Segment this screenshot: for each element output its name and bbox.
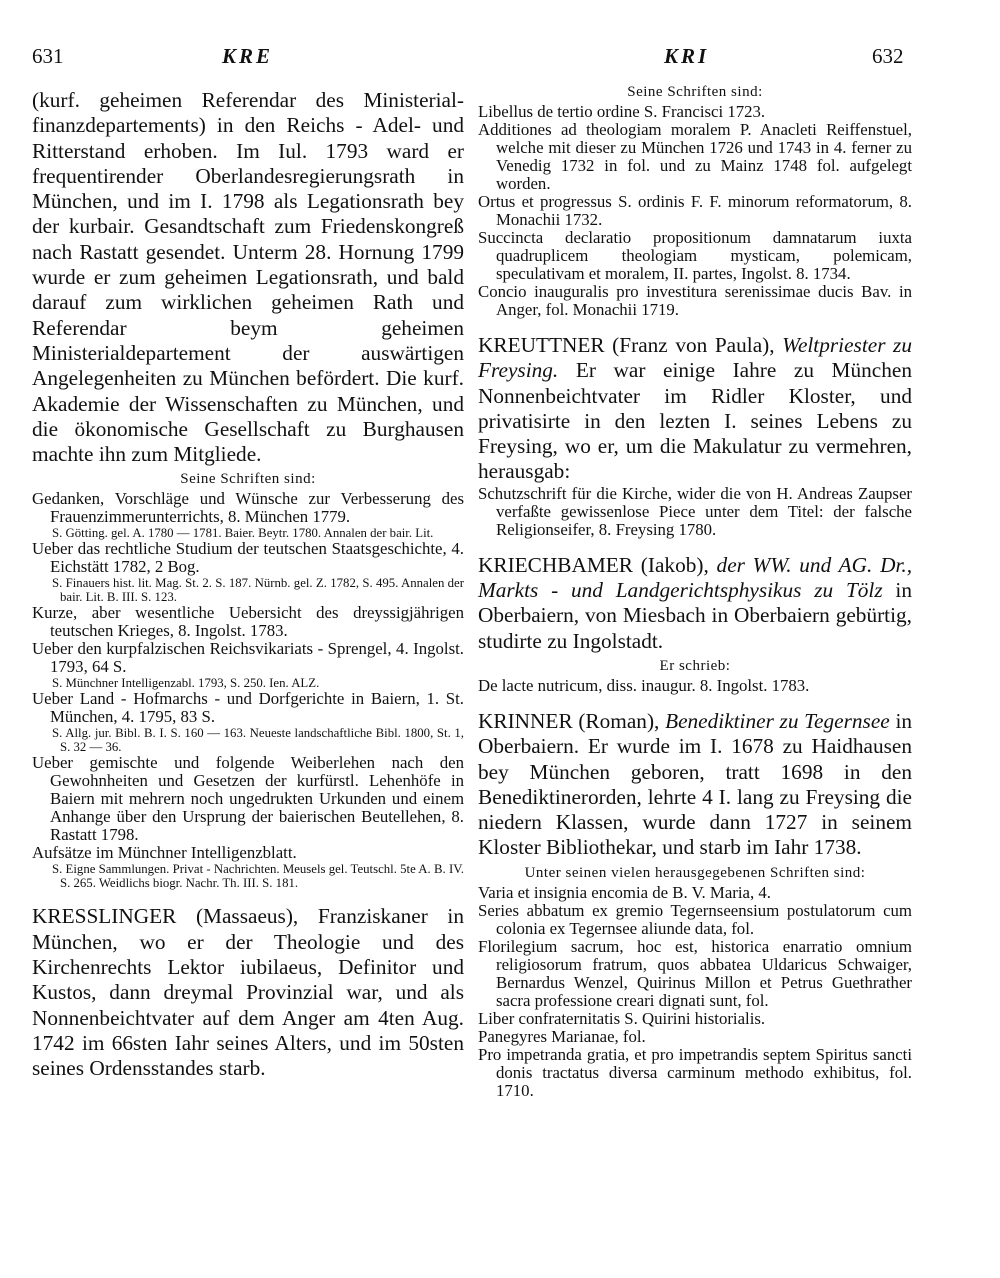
work-reference: S. Finauers hist. lit. Mag. St. 2. S. 187. Nürnb. gel. Z. 1782, S. 495. Annalen der bair. Lit. B. III. S. 123. <box>52 576 464 605</box>
kreuttner-entry <box>478 333 912 485</box>
works-heading: Seine Schriften sind: <box>627 84 763 100</box>
work-entry: Schutzschrift für die Kirche, wider die von H. Andreas Zaupser verfaßte gewissenlose Piece unter dem Titel: der falsche Religionseifer, 8. Freysing 1780. <box>478 483 912 539</box>
running-head-right: KRI <box>664 44 710 68</box>
work-entry: De lacte nutricum, diss. inaugur. 8. Ingolst. 1783. <box>478 675 810 695</box>
work-reference: S. Eigne Sammlungen. Privat - Nachrichten. Meusels gel. Teutschl. 5te A. B. IV. S. 265. Weidlichs biogr. Nachr. Th. III. S. 181. <box>52 862 464 891</box>
entry-role: Weltpriester zu Freysing. <box>478 333 912 383</box>
works-heading: Seine Schriften sind: <box>180 471 316 488</box>
krinner-entry <box>478 709 912 861</box>
entry-role: der WW. und AG. Dr., Markts - und Landgerichtsphysikus zu Tölz <box>478 552 913 603</box>
intro-paragraph: (kurf. geheimen Referendar des Ministerial-finanzdepartements) in den Reichs - Adel- und Ritterstand erhoben. Im Iul. 1793 ward er frequentirender Oberlandesregierungsrath in München, und im I. 1798 als Legationsrath bey der kurbair. Gesandtschaft zum Friedenskongreß nach Rastatt gesendet. Unterm 28. Hornung 1799 wurde er zum geheimen Legationsrath, und bald darauf zum wirklichen geheimen Rath und Referendar beym geheimen Ministerialdepartement der auswärtigen Angelegenheiten zu München befördert. Die kurf. Akademie der Wissenschaften zu München, und die ökonomische Gesellschaft zu Burghausen machte ihn zum Mitgliede. <box>32 88 464 467</box>
work-reference: S. Götting. gel. A. 1780 — 1781. Baier. Beytr. 1780. Annalen der bair. Lit. <box>52 526 434 541</box>
work-reference: S. Allg. jur. Bibl. B. I. S. 160 — 163. Neueste landschaftliche Bibl. 1800, St. 1, S. 32 — 36. <box>52 726 464 755</box>
work-entry: Varia et insignia encomia de B. V. Maria, 4. <box>478 882 771 902</box>
work-entry: Aufsätze im Münchner Intelligenzblatt. <box>32 843 297 863</box>
work-entry: Ueber gemischte und folgende Weiberlehen nach den Gewohnheiten und Gesetzen der kurfürstl. Lehenhöfe in Baiern mit mehrern noch ungedrukten Urkunden und einem Anhange über den Ursprung der baierischen Beutellehen, 8. Rastatt 1798. <box>32 753 464 845</box>
work-entry: Ueber Land - Hofmarchs - und Dorfgerichte in Baiern, 1. St. München, 4. 1795, 83 S. <box>32 689 464 727</box>
entry-role: Benediktiner zu Tegernsee <box>665 708 890 733</box>
entry-forename: (Roman), <box>578 708 660 733</box>
works-heading: Unter seinen vielen herausgegebenen Schriften sind: <box>524 864 866 881</box>
entry-forename: (Franz von Paula), <box>612 333 775 357</box>
work-entry: Ueber den kurpfalzischen Reichsvikariats - Sprengel, 4. Ingolst. 1793, 64 S. <box>32 639 464 677</box>
work-entry: Panegyres Marianae, fol. <box>478 1026 646 1046</box>
entry-forename: (Iakob), <box>640 552 709 577</box>
entry-name: KRIECHBAMER <box>478 552 634 577</box>
entry-name: KREUTTNER <box>478 333 605 357</box>
entry-body: in Oberbaiern, von Miesbach in Oberbaiern gebürtig, studirte zu Ingolstadt. <box>478 578 912 653</box>
work-entry: Series abbatum ex gremio Tegernseensium postulatorum cum colonia ex Tegernsee aliunde data, fol. <box>478 900 912 938</box>
works-heading: Er schrieb: <box>659 657 731 674</box>
work-entry: Additiones ad theologiam moralem P. Anacleti Reiffenstuel, welche mit dieser zu München 1726 und 1743 in 4. ferner zu Venedig 1732 in fol. und zu Mainz 1748 fol. aufgelegt worden. <box>478 120 912 193</box>
work-entry: Libellus de tertio ordine S. Francisci 1723. <box>478 102 766 121</box>
left-column <box>32 88 464 1082</box>
work-entry: Ueber das rechtliche Studium der teutschen Staatsgeschichte, 4. Eichstätt 1782, 2 Bog. <box>32 539 464 577</box>
entry-body: Er war einige Iahre zu München Nonnenbeichtvater im Ridler Kloster, und privatisirte in den lezten I. seines Lebens zu Freysing, wo er, um die Makulatur zu vermehren, herausgab: <box>478 358 912 484</box>
work-entry: Liber confraternitatis S. Quirini historialis. <box>478 1008 766 1028</box>
work-entry: Kurze, aber wesentliche Uebersicht des dreyssigjährigen teutschen Krieges, 8. Ingolst. 1783. <box>32 603 464 641</box>
kresslinger-entry: KRESSLINGER (Massaeus), Franziskaner in München, wo er der Theologie und des Kirchenrechts Lektor iubilaeus, Definitor und Kustos, dann dreymal Provinzial war, und als Nonnenbeichtvater auf dem Anger am 4ten Aug. 1742 im 66sten Iahr seines Alters, und im 50sten seines Ordensstandes starb. <box>32 904 464 1081</box>
work-entry: Succincta declaratio propositionum damnatarum iuxta quadruplicem theologiam mysticam, polemicam, speculativam et moralem, II. partes, Ingolst. 8. 1734. <box>478 228 912 283</box>
work-entry: Pro impetranda gratia, et pro impetrandis septem Spiritus sancti donis tractatus diversa carminum methodo exhibitus, fol. 1710. <box>478 1044 912 1100</box>
work-entry: Concio inauguralis pro investitura serenissimae ducis Bav. in Anger, fol. Monachii 1719. <box>478 282 912 319</box>
page-number-left: 631 <box>32 44 64 68</box>
entry-body: in Oberbaiern. Er wurde im I. 1678 zu Haidhausen bey München geboren, tratt 1698 in den Benediktinerorden, lehrte 4 I. lang zu Freysing die niedern Klassen, wurde dann 1727 in seinem Kloster Bibliothekar, und starb im Iahr 1738. <box>478 708 913 860</box>
work-entry: Ortus et progressus S. ordinis F. F. minorum reformatorum, 8. Monachii 1732. <box>478 192 912 229</box>
work-entry: Florilegium sacrum, hoc est, historica enarratio omnium religiosorum fratrum, quos abbatea Uldaricus Schwaiger, Bernardus Wenzel, Quirinus Millon et Petrus Guethrather sacra professione creari dignati sunt, fol. <box>478 936 912 1010</box>
entry-name: KRINNER <box>478 708 573 733</box>
right-column <box>478 80 912 1100</box>
work-entry: Gedanken, Vorschläge und Wünsche zur Verbesserung des Frauenzimmerunterrichts, 8. München 1779. <box>32 489 464 527</box>
running-head-left: KRE <box>222 44 274 68</box>
page-number-right: 632 <box>872 44 904 68</box>
work-reference: S. Münchner Intelligenzabl. 1793, S. 250. Ien. ALZ. <box>52 676 320 691</box>
kriechbamer-entry <box>478 553 912 654</box>
